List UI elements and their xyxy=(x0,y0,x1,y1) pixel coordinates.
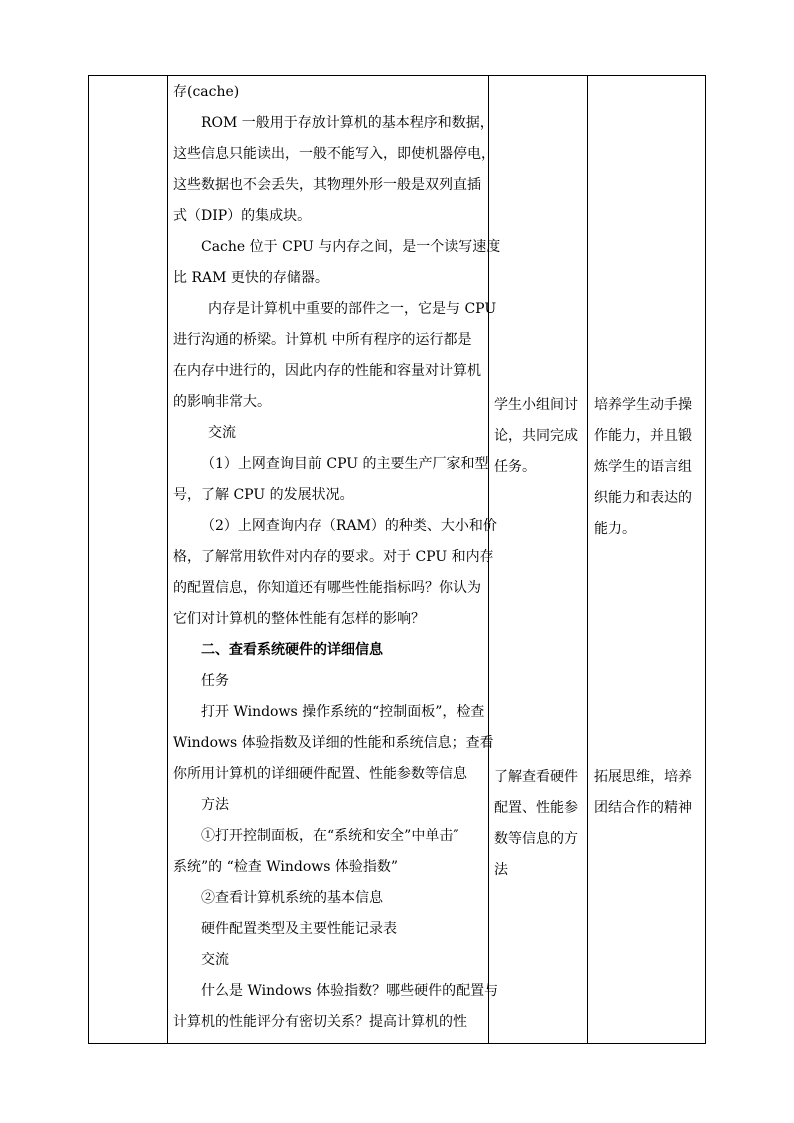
section-heading: 二、查看系统硬件的详细信息 xyxy=(201,642,383,658)
activity-line: 数等信息的方 xyxy=(494,831,578,847)
content-line: 的配置信息，你知道还有哪些性能指标吗？你认为 xyxy=(173,580,481,596)
content-heading: 交流 xyxy=(208,425,236,441)
intent-line: 团结合作的精神 xyxy=(594,800,692,816)
content-heading: 任务 xyxy=(201,673,229,689)
content-line: 你所用计算机的详细硬件配置、性能参数等信息 xyxy=(173,766,467,782)
content-line: 格，了解常用软件对内存的要求。对于 CPU 和内存 xyxy=(173,549,494,565)
content-line: （2）上网查询内存（RAM）的种类、大小和价 xyxy=(201,518,497,534)
activity-line: 了解查看硬件 xyxy=(494,769,578,785)
content-line: 什么是 Windows 体验指数？哪些硬件的配置与 xyxy=(201,983,499,999)
intent-line: 织能力和表达的 xyxy=(594,490,692,506)
content-line: 号，了解 CPU 的发展状况。 xyxy=(173,487,354,503)
content-line: 打开 Windows 操作系统的“控制面板”，检查 xyxy=(201,704,485,720)
design-intent-block-2 xyxy=(594,762,702,824)
design-intent-block-1 xyxy=(594,390,702,545)
activity-line: 配置、性能参 xyxy=(494,800,578,816)
content-line: 这些数据也不会丢失，其物理外形一般是双列直插 xyxy=(173,177,481,193)
content-line: ROM 一般用于存放计算机的基本程序和数据， xyxy=(201,115,494,131)
content-heading: 交流 xyxy=(201,952,229,968)
intent-line: 能力。 xyxy=(594,521,636,537)
activity-line: 学生小组间讨 xyxy=(494,397,578,413)
content-line: ②查看计算机系统的基本信息 xyxy=(201,890,383,906)
content-line: 式（DIP）的集成块。 xyxy=(173,208,312,224)
student-activity-block-2 xyxy=(494,762,582,886)
intent-line: 炼学生的语言组 xyxy=(594,459,692,475)
content-line: 硬件配置类型及主要性能记录表 xyxy=(201,921,397,937)
content-line: 在内存中进行的，因此内存的性能和容量对计算机 xyxy=(173,363,481,379)
content-heading: 方法 xyxy=(201,797,229,813)
intent-line: 培养学生动手操 xyxy=(594,397,692,413)
activity-line: 论，共同完成 xyxy=(494,428,578,444)
content-line: 系统”的 “检查 Windows 体验指数” xyxy=(173,859,399,875)
content-line: 存(cache) xyxy=(173,84,240,100)
content-line: Windows 体验指数及详细的性能和系统信息；查看 xyxy=(173,735,494,751)
teaching-content-cell xyxy=(173,77,501,1038)
content-line: ①打开控制面板，在“系统和安全”中单击″ xyxy=(201,828,459,844)
content-line: 的影响非常大。 xyxy=(173,394,271,410)
content-line: 计算机的性能评分有密切关系？提高计算机的性 xyxy=(173,1014,467,1030)
content-line: Cache 位于 CPU 与内存之间，是一个读写速度 xyxy=(201,239,501,255)
intent-line: 作能力，并且锻 xyxy=(594,428,692,444)
content-line: 进行沟通的桥梁。计算机 中所有程序的运行都是 xyxy=(173,332,472,348)
content-line: 内存是计算机中重要的部件之一，它是与 CPU xyxy=(208,301,497,317)
content-line: 它们对计算机的整体性能有怎样的影响？ xyxy=(173,611,425,627)
student-activity-block-1 xyxy=(494,390,582,483)
activity-line: 法 xyxy=(494,862,508,878)
content-line: （1）上网查询目前 CPU 的主要生产厂家和型 xyxy=(201,456,489,472)
content-line: 这些信息只能读出，一般不能写入，即使机器停电， xyxy=(173,146,495,162)
content-line: 比 RAM 更快的存储器。 xyxy=(173,270,329,286)
intent-line: 拓展思维，培养 xyxy=(594,769,692,785)
activity-line: 任务。 xyxy=(494,459,536,475)
